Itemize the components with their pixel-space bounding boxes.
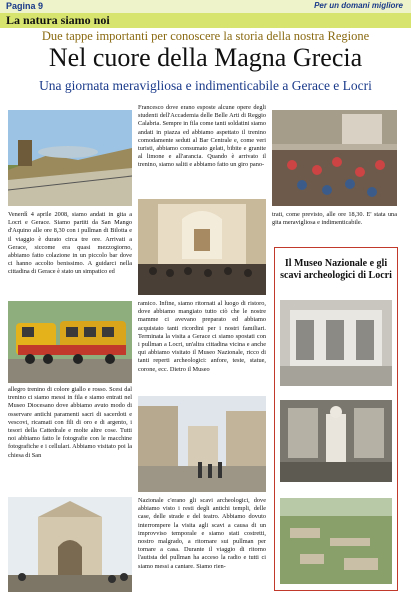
article-subtitle: Una giornata meravigliosa e indimenticabile a Gerace e Locri <box>39 78 372 93</box>
photo-tourist-train <box>8 301 132 383</box>
article-text-col1-a: Venerdì 4 aprile 2008, siamo andati in gita a Locri e Gerace. Siamo partiti da San Mango d'Aquino alle ore 8,30 con i pullman di Bilotta e il viaggio è durato circa tre ore. Arrivati a Gerace, siccome era quasi mezzogiorno, abbiamo fatto colazione in un piccolo bar dove ci hanno accolto benissimo. A guidarci nella cittadina di Gerace è stato un simpatico ed <box>8 211 132 276</box>
sidebar-title: Il Museo Nazionale e gli scavi archeologici di Locri <box>280 258 392 281</box>
header-tagline: Per un domani migliore <box>314 1 403 10</box>
article-text-col2-a: Francesco dove erano esposte alcune opere degli studenti dell'Accademia delle Belle Arti di Reggio Calabria. Sempre in fila come tanti soldatini siamo andati in piazza ed abbiamo aspettato il trenino comodamente seduti al Bar Centrale e, come veri turisti, abbiamo consumato gelati, bibite e granite al limone e all'arancia. Quando è arrivato il trenino, siamo saliti e abbiamo fatto un giro pano- <box>138 104 267 169</box>
page-number: Pagina 9 <box>6 1 44 11</box>
article-text-col2-b: ramico. Infine, siamo ritornati al luogo di ristoro, dove abbiamo mangiato tutto ciò che le nostre mamme ci avevano preparato ed abbiamo acquistato tanti ricordini per i nostri familiari. Terminata la visita a Gerace ci siamo spostati con i pullman a Locri, un'altra cittadina vicina e anche qui abbiamo visitato il Museo Nazionale, ricco di tanti reperti archeologici: anfore, teste, statue, corone, ecc. Dietro il Museo <box>138 300 266 373</box>
article-text-col3-a: trati, come previsto, alle ore 18,30. E' stata una gita meravigliosa e indimenticabile. <box>272 211 397 227</box>
photo-town-street <box>138 396 266 492</box>
section-band <box>0 13 411 28</box>
article-text-col2-c: Nazionale c'erano gli scavi archeologici, dove abbiamo visto i resti degli antichi templi, delle case, delle strade e del teatro. Abbiamo dovuto interrompere la visita agli scavi a causa di un improvviso temporale e siamo stati costretti, nostro malgrado, a ritornare sui pullman per tornare a casa. Durante il viaggio di ritorno l'autista del pullman ha acceso la radio e tutti ci siamo messi a cantare. Siamo rien- <box>138 497 266 570</box>
article-text-col1-b: allegro trenino di colore giallo e rosso. Scesi dal trenino ci siamo messi in fila e siamo entrati nel Museo Diocesano dove abbiamo avuto modo di osservare antichi paramenti sacri di sacerdoti e vescovi, ricamati con fili di oro e di argento, i tesori della Cattedrale e molte altre cose. Tutti noi abbiamo fatto le fotografie con le macchine fotografiche e i cellulari. Abbiamo visitato poi la chiesa di San <box>8 386 132 459</box>
photo-museum-hall <box>138 199 266 295</box>
photo-gerace-cathedral <box>8 497 132 592</box>
article-kicker: Due tappe importanti per conoscere la storia della nostra Regione <box>41 29 370 43</box>
photo-crowd-square <box>272 110 397 206</box>
header-bar <box>0 0 411 13</box>
photo-road-landscape <box>8 110 132 206</box>
section-title: La natura siamo noi <box>6 13 110 27</box>
sidebar-box <box>274 247 398 591</box>
article-title: Nel cuore della Magna Grecia <box>48 43 363 72</box>
photo-museum-interior <box>280 300 392 386</box>
photo-excavation-ruins <box>280 498 392 584</box>
photo-museum-statue <box>280 400 392 482</box>
